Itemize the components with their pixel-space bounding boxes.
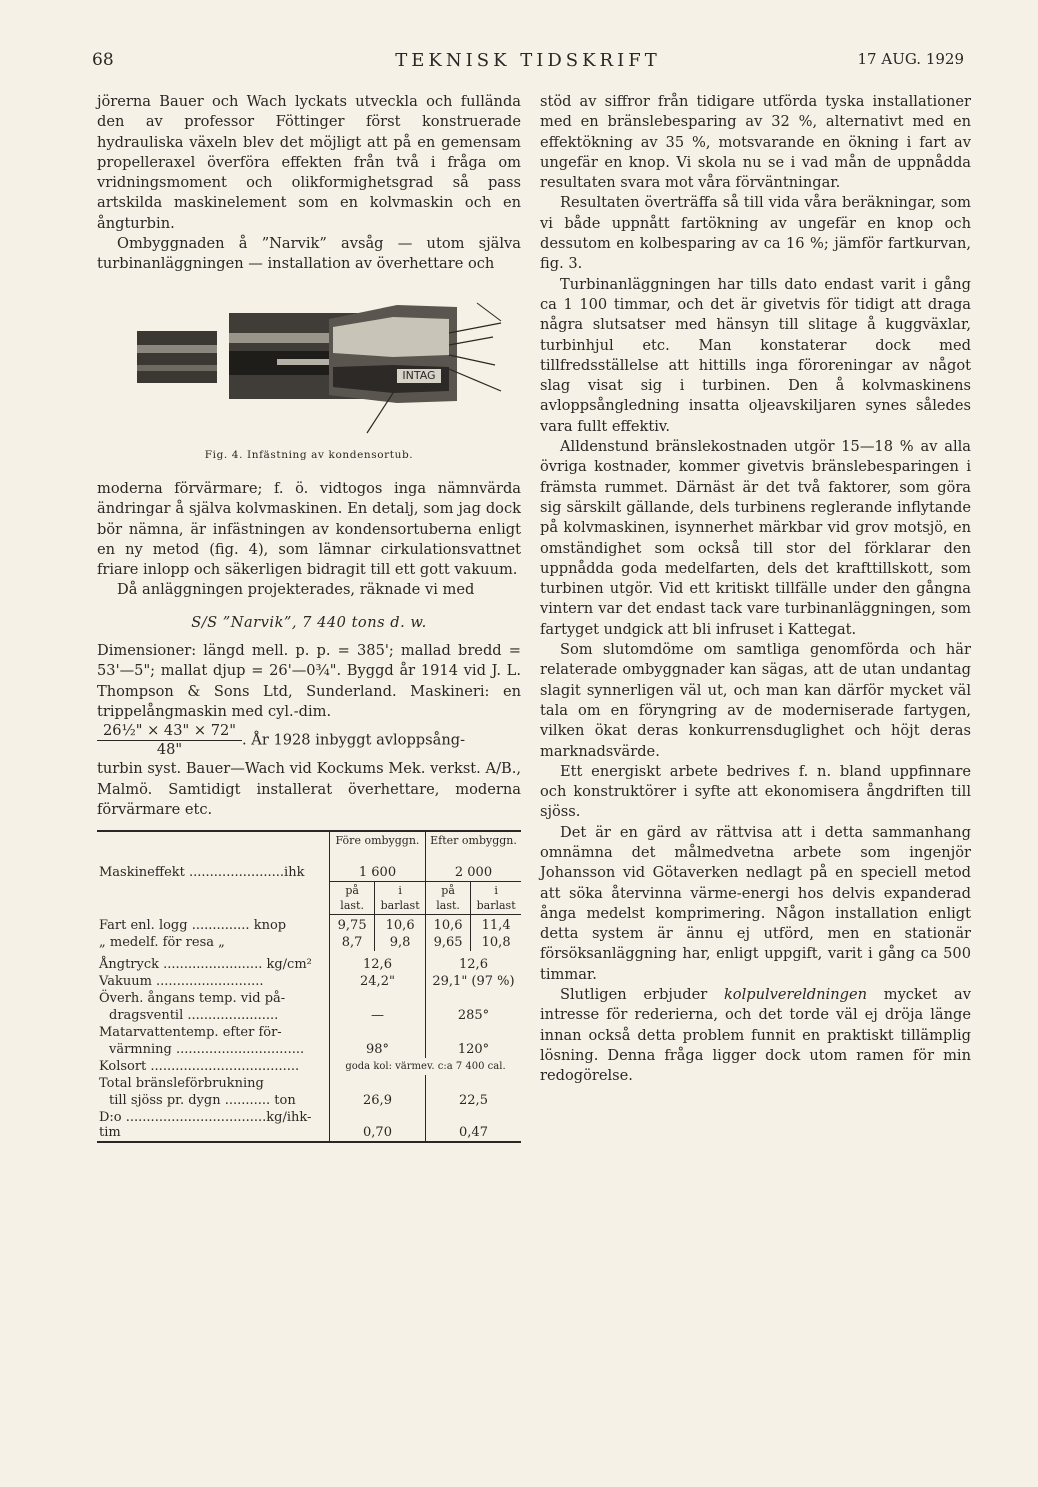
fraction-line: [97, 722, 521, 759]
cylinder-fraction: [97, 722, 242, 759]
cell: 98°: [330, 1041, 426, 1058]
cell: goda kol: värmev. c:a 7 400 cal.: [345, 1061, 506, 1073]
row-label: dragsventil ......................: [97, 1007, 330, 1024]
text-run: Slutligen erbjuder: [560, 986, 724, 1004]
paragraph: Alldenstund bränslekostnaden utgör 15—18 % av alla övriga kostnader, kommer givetvis bränslebesparingen i främsta rummet. Därnäst är det två faktorer, som göra sig särskilt gällande, dels turbinens reglerande inflytande på kolvmaskinen, isynnerhet märkbar vid grov motsjö, en omständighet som också till stor del förklarar den uppnådda goda medelfarten, dels det krafttillskott, som turbinen utgör. Vid ett kritiskt tillfälle under den gångna vintern var det endast tack vare turbinanläggningen, som fartyget undgick att bli infruset i Kattegat.: [540, 438, 971, 638]
row-label: Vakuum ..........................: [97, 973, 330, 990]
issue-date: 17 AUG. 1929: [857, 50, 964, 68]
running-header: [92, 50, 964, 78]
cell: 9,75: [330, 914, 375, 934]
cell: 10,8: [481, 935, 511, 951]
cell: 2 000: [454, 864, 493, 880]
ship-heading: S/S ”Narvik”, 7 440 tons d. w.: [191, 613, 427, 631]
cell: 12,6: [330, 951, 426, 973]
subheader-ballast: i barlast: [375, 881, 426, 914]
cell: 285°: [457, 1008, 490, 1024]
figure-4-drawing: [97, 283, 521, 443]
column-header-before: Före ombyggn.: [330, 831, 426, 849]
journal-title: TEKNISK TIDSKRIFT: [395, 50, 661, 71]
paragraph: Resultaten överträffa så till vida våra beräkningar, som vi både uppnått fartökning av ungefär en knop och dessutom en kolbesparing av ca 16 %; jämför fartkurvan, fig. 3.: [540, 194, 971, 273]
fraction-trailing-text: . År 1928 inbyggt avloppsång-: [242, 731, 466, 749]
cell: 8,7: [330, 934, 375, 951]
cell: 0,70: [330, 1109, 426, 1142]
ship-data-table: [97, 830, 521, 1143]
cell: 29,1" (97 %): [432, 974, 515, 990]
row-label: D:o ..................................kg/ihk-tim: [97, 1109, 330, 1142]
subheader-laden: på last.: [330, 881, 375, 914]
subheader-ballast: i barlast: [471, 881, 521, 914]
paragraph: Då anläggningen projekterades, räknade vi med: [117, 581, 475, 599]
row-label: Maskineffekt .......................ihk: [97, 849, 330, 881]
paragraph: jörerna Bauer och Wach lyckats utveckla och fulländа den av professor Föttinger först konstruerade hydrauliska växeln blev det möjligt att på en gemensam propelleraxel överföra effekten från två i fråga om vridningsmoment och olikformighetsgrad så pass artskilda maskinelement som en kolvmaskin och en ångturbin.: [97, 93, 521, 232]
paragraph: stöd av siffror från tidigare utförda tyska installationer med en bränslebesparing av 32 %, alternativt med en effektökning av 35 %, motsvarande en ökning i fart av ungefär en knop. Vi skola nu se i vad mån de uppnådda resultaten svara mot våra förväntningar.: [540, 93, 971, 192]
paragraph: turbin syst. Bauer—Wach vid Kockums Mek. verkst. A/B., Malmö. Samtidigt installerat överhettare, moderna förvärmare etc.: [97, 760, 521, 818]
paragraph: Turbinanläggningen har tills dato endast varit i gång ca 1 100 timmar, och det är givetvis för tidigt att draga några slutsatser med hänsyn till slitage å kuggväxlar, turbinhjul etc. Man konstaterar dock med tillfredsställelse att hittills inga föroreningar av något slag visat sig i turbinen. Den å kolvmaskinens avloppsångledning insatta oljeavskiljaren synes således vara fullt effektiv.: [540, 275, 971, 435]
cell: 24,2": [330, 973, 426, 990]
text-run: mycket av intresse för rederierna, och det torde väl ej dröja länge innan också detta problem funnit en praktiskt tillämplig lösning. Denna fråga ligger dock utom ramen för min redogörelse.: [540, 986, 971, 1085]
cell: 26,9: [330, 1092, 426, 1109]
left-column: [97, 92, 521, 1143]
paragraph: Ombyggnaden å ”Narvik” avsåg — utom själva turbinanläggningen — installation av överhettare och: [97, 235, 521, 273]
paragraph: Det är en gärd av rättvisa att i detta sammanhang omnämna det målmedvetna arbete som ingenjör Johansson vid Götaverken nedlagt på en speciell metod att söka återvinna värme-energi hos delvis expanderad ånga medelst komprimering. Någon installation enligt detta system är ännu ej utförd, men en stationär försöksanläggning har, enligt uppgift, varit i gång ca 500 timmar.: [540, 823, 971, 983]
page-number: 68: [92, 50, 114, 70]
cell: 10,6: [375, 914, 426, 934]
fraction-numerator: 26½" × 43" × 72": [97, 722, 242, 741]
row-label: Total bränsleförbrukning: [97, 1075, 330, 1092]
row-label: Fart enl. logg .............. knop: [97, 914, 330, 934]
row-label: till sjöss pr. dygn ........... ton: [97, 1092, 330, 1109]
row-label: Överh. ångans temp. vid på-: [97, 990, 330, 1007]
figure-caption: Fig. 4. Infästning av kondensortub.: [204, 448, 414, 461]
row-label: „ medelf. för resa „: [97, 934, 330, 951]
cell: 22,5: [459, 1093, 488, 1109]
paragraph: Som slutomdöme om samtliga genomförda och här relaterade ombyggnader kan sägas, att de utan undantag slagit synnerligen väl ut, och man kan därför mycket väl tala om en föryngring av de moderniserade fartygen, vilken ökat deras konkurrensduglighet och höjt deras marknadsvärde.: [540, 641, 971, 760]
paragraph: moderna förvärmare; f. ö. vidtogos inga nämnvärda ändringar å själva kolvmaskinen. En detalj, som jag dock bör nämna, är infästningen av kondensortuberna enligt en ny metod (fig. 4), som lämnar cirkulationsvattnet friare inlopp och säkerligen bidragit till ett gott vakuum.: [97, 479, 521, 579]
row-label: värmning ...............................: [97, 1041, 330, 1058]
condenser-tube-illustration: [97, 283, 521, 443]
paragraph: [540, 985, 971, 1086]
row-label: Matarvattentemp. efter för-: [97, 1024, 330, 1041]
paragraph: Ett energiskt arbete bedrives f. n. bland uppfinnare och konstruktörer i syfte att ekonomisera ångdriften till sjöss.: [540, 762, 971, 821]
subheader-laden: på last.: [425, 881, 470, 914]
column-header-after: Efter ombyggn.: [425, 831, 521, 849]
figure-label-intag: INTAG: [402, 368, 436, 382]
paragraph: Dimensioner: längd mell. p. p. = 385'; mallad bredd = 53'—5"; mallat djup = 26'—0¾". Byggd år 1914 vid J. L. Thompson & Sons Ltd, Sunderland. Maskineri: en trippelångmaskin med cyl.-dim.: [97, 642, 521, 720]
cell: 9,8: [375, 934, 426, 951]
cell: 1 600: [330, 849, 426, 881]
right-column: [540, 92, 971, 1087]
cell: 0,47: [425, 1109, 521, 1142]
fraction-denominator: 48": [156, 741, 183, 759]
cell: 11,4: [481, 918, 511, 934]
emphasized-term: kolpulvereldningen: [723, 986, 867, 1004]
cell: 9,65: [425, 934, 470, 951]
row-label: Kolsort ....................................: [97, 1058, 330, 1075]
cell: —: [330, 1007, 426, 1024]
cell: 10,6: [425, 914, 470, 934]
cell: 12,6: [459, 957, 488, 973]
cell: 120°: [457, 1042, 490, 1058]
row-label: Ångtryck ........................ kg/cm²: [97, 951, 330, 973]
